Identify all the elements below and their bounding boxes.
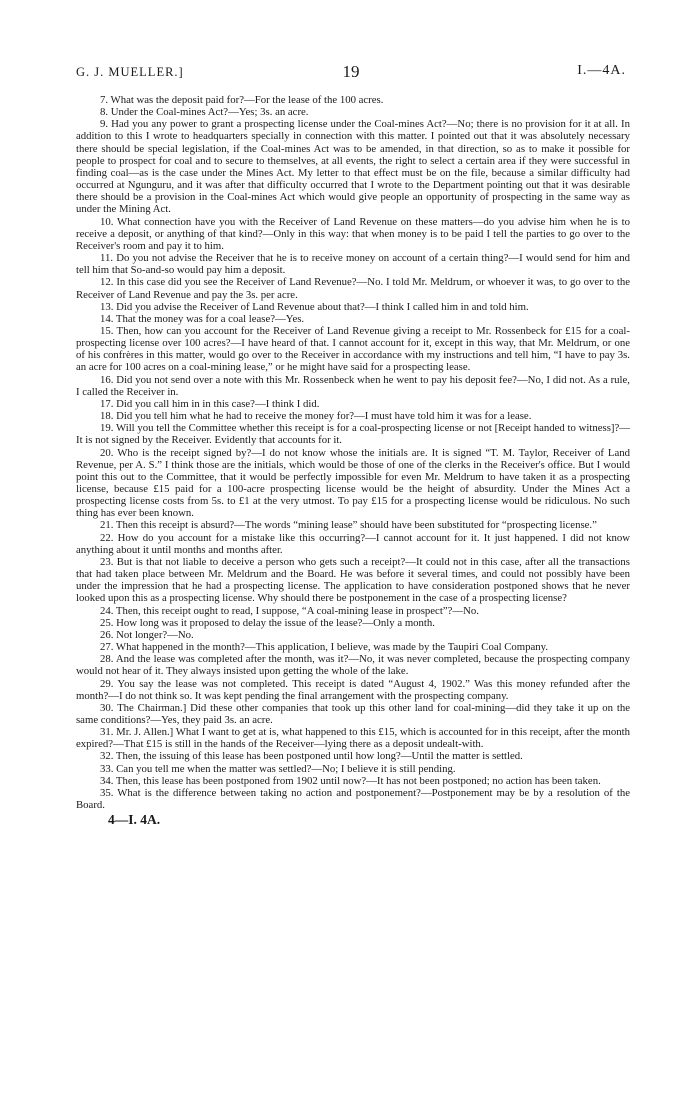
paragraph: 14. That the money was for a coal lease?—Yes. (100, 312, 305, 325)
paragraph: 33. Can you tell me when the matter was settled?—No; I believe it is still pending. (100, 762, 456, 775)
paragraph: 35. What is the difference between taking no action and postponement?—Postponement may be by a resolution of the Board. (76, 786, 630, 812)
document-body (76, 94, 630, 828)
paragraph: 8. Under the Coal-mines Act?—Yes; 3s. an acre. (100, 106, 309, 119)
paragraph: 18. Did you tell him what he had to receive the money for?—I must have told him it was for a lease. (100, 410, 532, 423)
paragraph: 25. How long was it proposed to delay the issue of the lease?—Only a month. (100, 616, 435, 629)
paragraph: 24. Then, this receipt ought to read, I suppose, “A coal-mining lease in prospect”?—No. (100, 604, 479, 617)
paragraph: 34. Then, this lease has been postponed from 1902 until now?—It has not been postponed; no action has been taken. (100, 774, 601, 787)
paragraph: 31. Mr. J. Allen.] What I want to get at is, what happened to this £15, which is accounted for in this receipt, after the month expired?—That £15 is still in the hands of the Receiver—lying there as a deposit undealt-with. (76, 726, 630, 751)
page-header (76, 62, 626, 84)
paragraph: 23. But is that not liable to deceive a person who gets such a receipt?—It could not in this case, after all the transactions that had taken place between Mr. Meldrum and the Board. He was before it several times, and could not possibly have been under the impression that he had a prospecting license. The application to have consideration postponed shows that he never looked upon this as a prospecting license. Why should there be postponement in the case of a prospecting license? (76, 555, 630, 605)
paragraph: 30. The Chairman.] Did these other companies that took up this other land for coal-mining—did they take it up on the same conditions?—Yes, they paid 3s. an acre. (76, 701, 630, 726)
paragraph: 12. In this case did you see the Receiver of Land Revenue?—No. I told Mr. Meldrum, or whoever it was, to go over to the Receiver of Land Revenue and pay the 3s. per acre. (76, 276, 630, 301)
paragraph: 22. How do you account for a mistake like this occurring?—I cannot account for it. It just happened. I did not know anything about it until months and months after. (76, 531, 630, 556)
paragraph: 9. Had you any power to grant a prospecting license under the Coal-mines Act?—No; there is no provision for it at all. In addition to this I wrote to headquarters specially in connection with this matter. I pointed out that it was absolutely necessary there should be special legislation, if the Coal-mines Act was to be amended, in that direction, so as to make it possible for people to prospect for coal and to secure to themselves, at all events, the right to select a certain area if they were successful in finding coal—as is the case under the Mines Act. My letter to that effect must be on the file, because a similar difficulty had occurred at Ngunguru, and it was after that difficulty occurred that I wrote to the Department pointing out that it was desirable there should be a provision in the Coal-mines Act which would give people an opportunity of prospecting in the same way as under the Mining Act. (76, 118, 630, 216)
page-signature: 4—I. 4A. (108, 812, 161, 828)
paragraph: 13. Did you advise the Receiver of Land Revenue about that?—I think I called him in and told him. (100, 300, 529, 313)
page-number: 19 (342, 62, 360, 81)
paragraph: 17. Did you call him in in this case?—I think I did. (100, 397, 320, 410)
paragraph: 7. What was the deposit paid for?—For the lease of the 100 acres. (100, 94, 384, 106)
paragraph: 26. Not longer?—No. (100, 628, 194, 641)
header-paper-code: I.—4A. (577, 63, 626, 78)
paragraph: 32. Then, the issuing of this lease has been postponed until how long?—Until the matter is settled. (100, 750, 523, 763)
paragraph: 15. Then, how can you account for the Receiver of Land Revenue giving a receipt to Mr. Rossenbeck for £15 for a coal-prospecting license over 100 acres?—I have heard of that. I cannot account for it, except in this way, that Mr. Meldrum, or one of his confrères in this matter, would go over to the Receiver in accordance with my instructions and tell him, “I have to pay 3s. an acre for 100 acres on a coal-mining lease,” or he might have said for a prospecting lease. (76, 324, 630, 374)
paragraph: 10. What connection have you with the Receiver of Land Revenue on these matters—do you advise him when he is to receive a deposit, or anything of that kind?—Only in this way: that when money is to be paid I tell the parties to go over to the Receiver's room and pay it to him. (76, 215, 630, 252)
paragraph: 20. Who is the receipt signed by?—I do not know whose the initials are. It is signed “T. M. Taylor, Receiver of Land Revenue, per A. S.” I think those are the initials, which would be those of one of the clerks in the Receiver's office. But I would point this out to the Committee, that it would be perfectly impossible for even Mr. Meldrum to have taken it as a prospecting license, because £15 paid for a 100-acre prospecting license would be the height of absurdity. Under the Mines Act a prospecting license costs from 5s. to £1 at the very utmost. To pay £15 for a prospecting license would be ridiculous. No such thing has ever been known. (76, 446, 630, 520)
paragraph: 19. Will you tell the Committee whether this receipt is for a coal-prospecting license or not [Receipt handed to witness]?—It is not signed by the Receiver. Evidently that accounts for it. (76, 422, 630, 447)
paragraph: 11. Do you not advise the Receiver that he is to receive money on account of a certain thing?—I would send for him and tell him that So-and-so would pay him a deposit. (76, 252, 630, 277)
paragraph: 29. You say the lease was not completed. This receipt is dated “August 4, 1902.” Was this money refunded after the month?—I do not think so. It was kept pending the final arrangement with the prospecting company. (76, 677, 630, 702)
paragraph: 21. Then this receipt is absurd?—The words “mining lease” should have been substituted for “prospecting license.” (100, 519, 597, 532)
paragraph: 28. And the lease was completed after the month, was it?—No, it was never completed, because the prospecting company would not hear of it. They always insisted upon getting the whole of the lake. (76, 653, 630, 678)
header-witness-name: G. J. MUELLER.] (76, 65, 184, 79)
paragraph: 27. What happened in the month?—This application, I believe, was made by the Taupiri Coal Company. (100, 641, 549, 654)
paragraph: 16. Did you not send over a note with this Mr. Rossenbeck when he went to pay his deposit fee?—No, I did not. As a rule, I called the Receiver in. (76, 373, 630, 398)
